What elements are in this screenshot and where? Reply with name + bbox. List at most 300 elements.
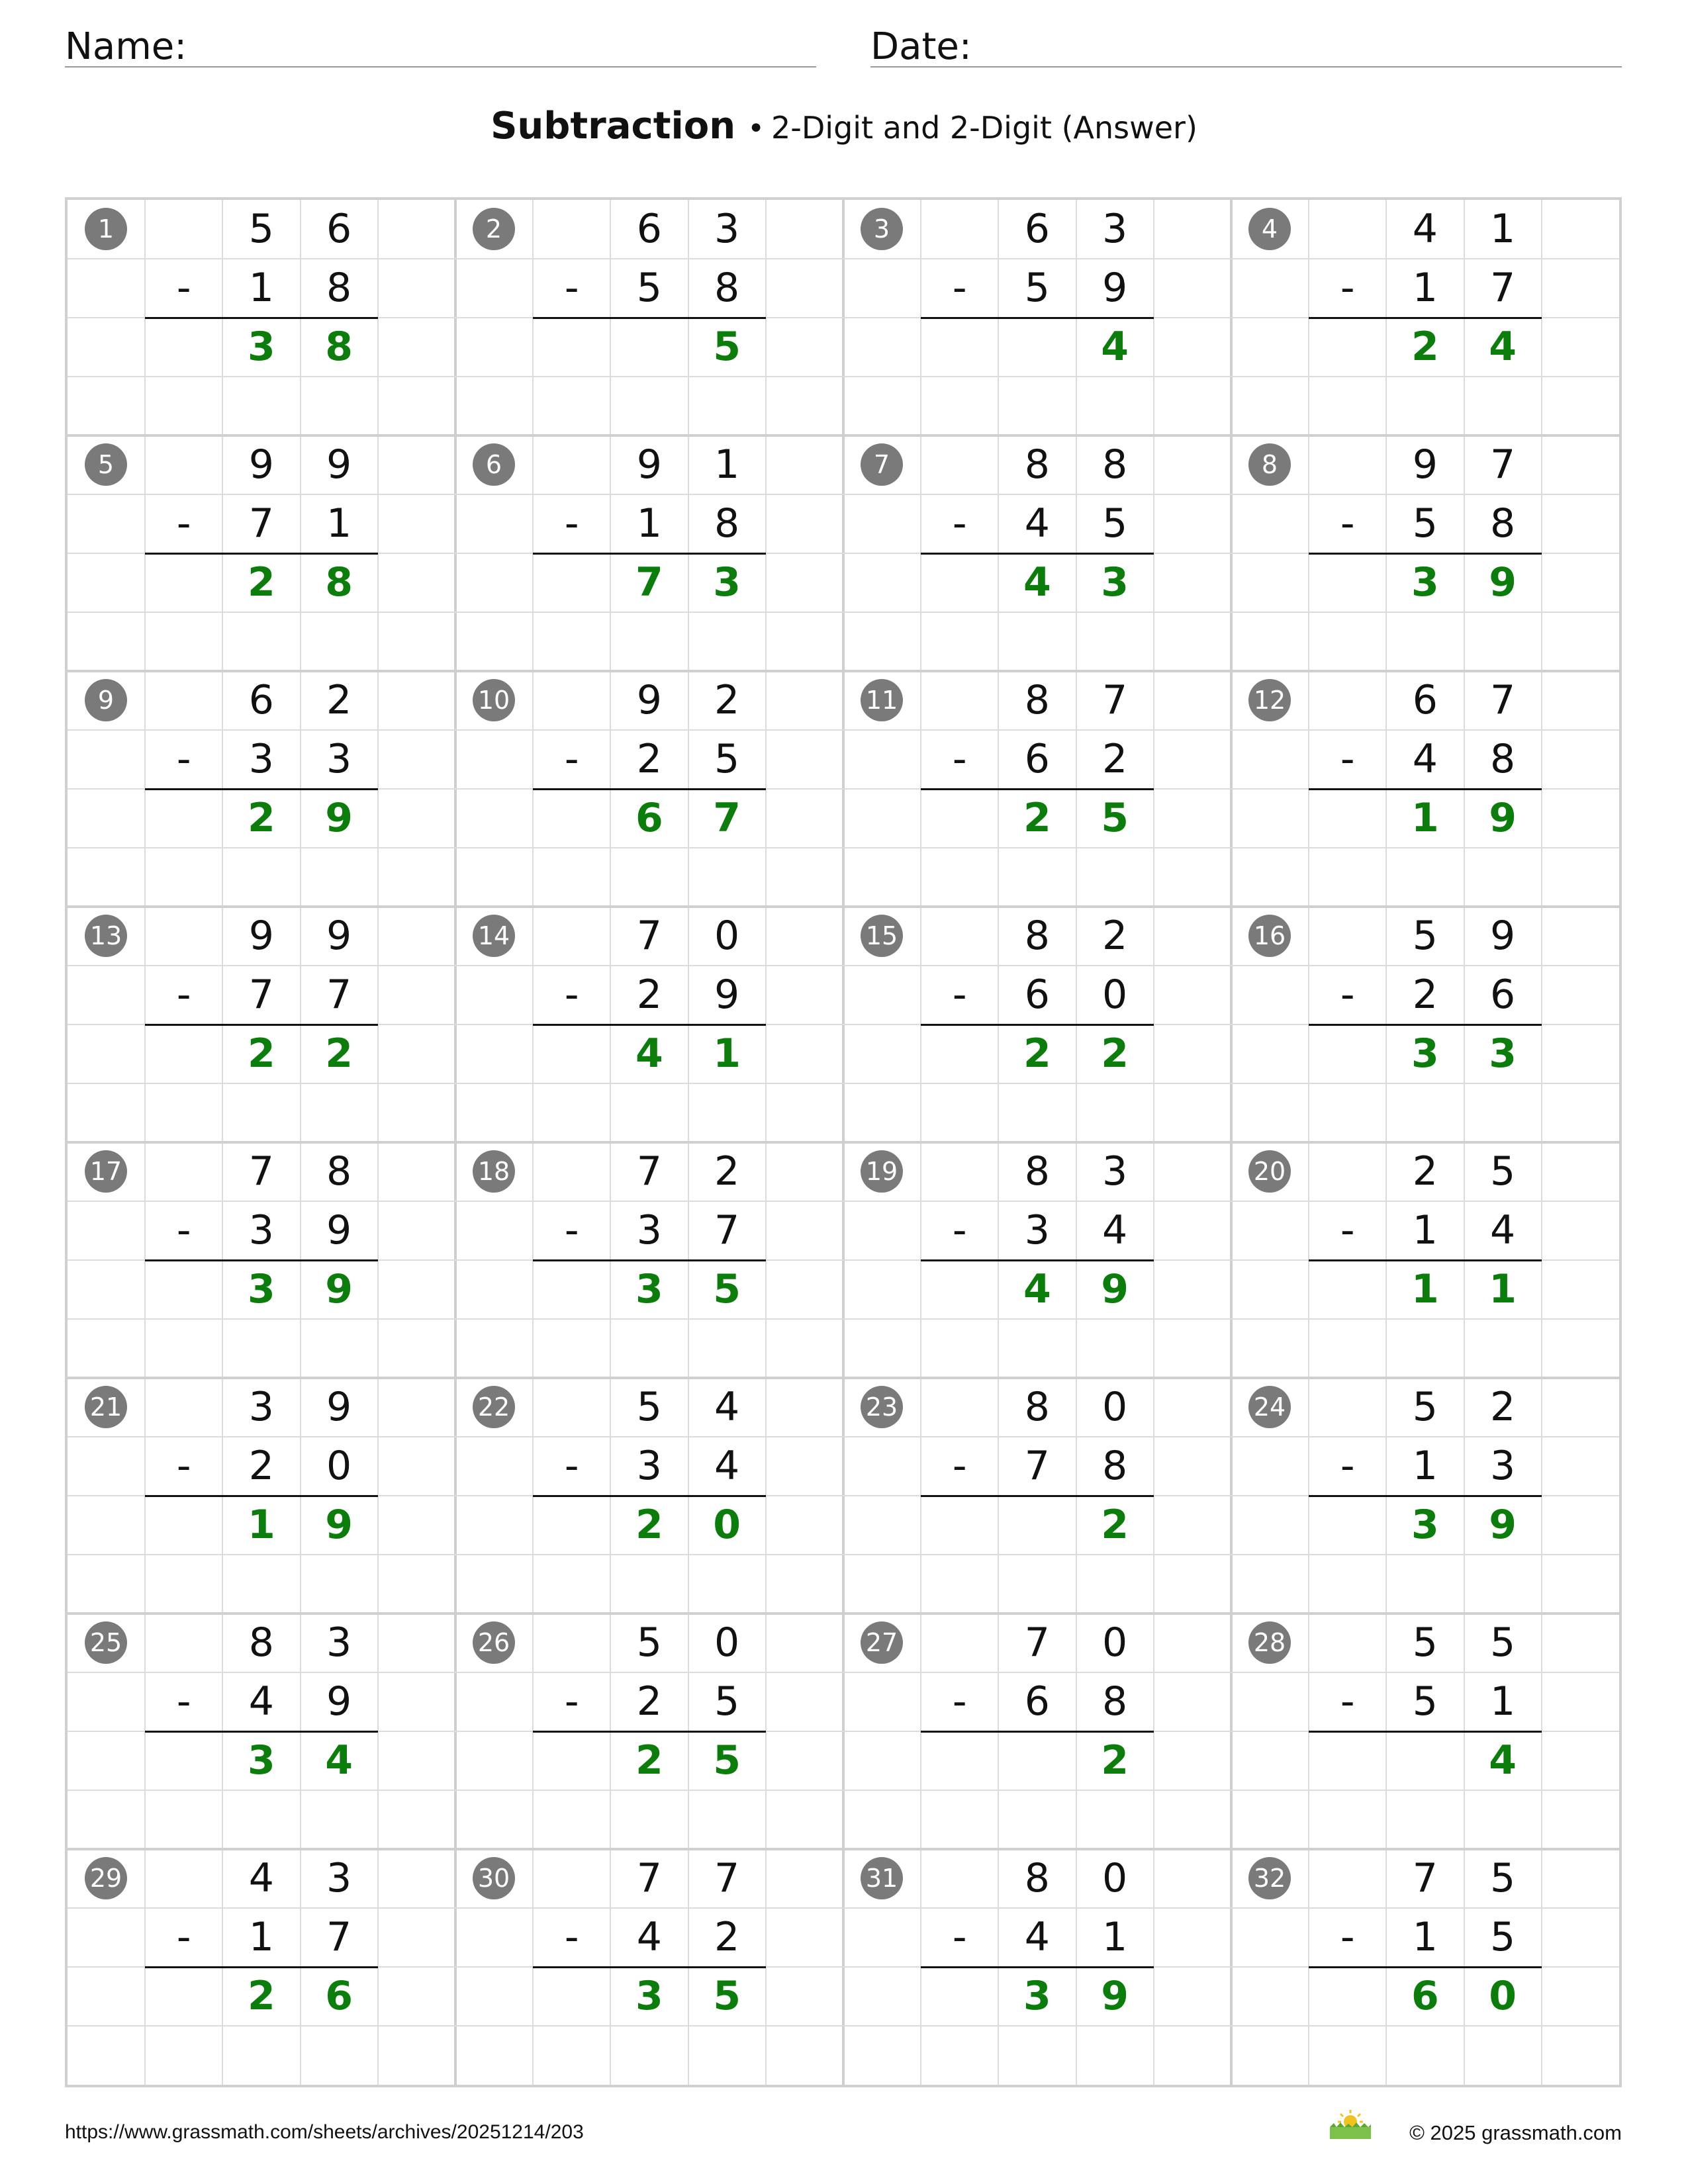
answer-ones-digit: 2 — [1101, 1502, 1129, 1548]
answer-ones-digit: 9 — [325, 795, 353, 841]
answer-rule-line — [921, 317, 1154, 319]
answer-ones-digit: 4 — [1489, 1737, 1517, 1784]
minuend-tens-digit: 7 — [1024, 1619, 1050, 1666]
minus-sign: - — [564, 1207, 579, 1253]
minus-sign: - — [176, 972, 191, 1018]
problem — [455, 435, 845, 672]
answer-rule-line — [533, 1259, 766, 1261]
subtrahend-tens-digit: 1 — [636, 500, 662, 547]
minuend-ones-digit: 5 — [1490, 1619, 1516, 1666]
date-label: Date: — [870, 25, 972, 68]
subtrahend-tens-digit: 5 — [636, 265, 662, 311]
title-main: Subtraction — [491, 105, 736, 148]
minuend-ones-digit: 3 — [1102, 1148, 1128, 1195]
answer-rule-line — [533, 788, 766, 790]
subtrahend-ones-digit: 6 — [1490, 972, 1516, 1018]
answer-tens-digit: 2 — [248, 1973, 275, 2019]
subtrahend-ones-digit: 8 — [1490, 500, 1516, 547]
answer-rule-line — [921, 1731, 1154, 1733]
subtrahend-ones-digit: 8 — [714, 265, 740, 311]
problem — [455, 1142, 845, 1379]
subtrahend-tens-digit: 3 — [248, 1207, 274, 1253]
minuend-ones-digit: 2 — [714, 1148, 740, 1195]
answer-ones-digit: 5 — [713, 1737, 741, 1784]
minuend-tens-digit: 9 — [248, 441, 274, 488]
subtrahend-tens-digit: 6 — [1024, 736, 1050, 782]
minuend-ones-digit: 0 — [1102, 1855, 1128, 1901]
minuend-ones-digit: 0 — [1102, 1384, 1128, 1430]
worksheet-title — [0, 105, 1688, 148]
problem-number-badge: 17 — [85, 1150, 127, 1193]
answer-ones-digit: 1 — [713, 1030, 741, 1077]
subtrahend-ones-digit: 3 — [326, 736, 352, 782]
answer-ones-digit: 2 — [325, 1030, 353, 1077]
minuend-tens-digit: 4 — [1412, 206, 1438, 252]
minuend-tens-digit: 9 — [636, 441, 662, 488]
subtrahend-tens-digit: 7 — [248, 500, 274, 547]
answer-rule-line — [921, 1495, 1154, 1497]
minuend-ones-digit: 0 — [1102, 1619, 1128, 1666]
subtrahend-tens-digit: 2 — [636, 972, 662, 1018]
answer-ones-digit: 3 — [713, 559, 741, 606]
subtrahend-tens-digit: 1 — [1412, 1207, 1438, 1253]
minuend-tens-digit: 6 — [1024, 206, 1050, 252]
answer-rule-line — [1309, 1966, 1542, 1968]
problem — [843, 1614, 1233, 1850]
minus-sign: - — [952, 972, 967, 1018]
subtrahend-tens-digit: 5 — [1412, 1678, 1438, 1725]
answer-ones-digit: 0 — [713, 1502, 741, 1548]
problem — [843, 1849, 1233, 2085]
minuend-ones-digit: 9 — [1490, 913, 1516, 959]
problem-number-badge: 5 — [85, 443, 127, 486]
answer-ones-digit: 8 — [325, 559, 353, 606]
title-separator: • — [747, 112, 765, 146]
subtrahend-tens-digit: 4 — [636, 1914, 662, 1960]
minuend-ones-digit: 8 — [326, 1148, 352, 1195]
subtrahend-tens-digit: 1 — [248, 1914, 274, 1960]
answer-tens-digit: 4 — [1023, 559, 1051, 606]
minuend-ones-digit: 9 — [326, 441, 352, 488]
answer-tens-digit: 1 — [248, 1502, 275, 1548]
problem-number-badge: 7 — [861, 443, 903, 486]
minuend-ones-digit: 3 — [326, 1855, 352, 1901]
subtrahend-tens-digit: 2 — [1412, 972, 1438, 1018]
subtrahend-ones-digit: 5 — [1102, 500, 1128, 547]
problem-number-badge: 26 — [473, 1621, 515, 1664]
minuend-tens-digit: 5 — [636, 1619, 662, 1666]
answer-ones-digit: 5 — [1101, 795, 1129, 841]
answer-tens-digit: 1 — [1411, 795, 1439, 841]
minus-sign: - — [1340, 265, 1355, 311]
subtrahend-ones-digit: 0 — [326, 1443, 352, 1489]
problem-number-badge: 23 — [861, 1386, 903, 1428]
minuend-ones-digit: 3 — [714, 206, 740, 252]
answer-ones-digit: 9 — [325, 1266, 353, 1312]
minuend-tens-digit: 9 — [248, 913, 274, 959]
answer-tens-digit: 2 — [635, 1737, 663, 1784]
minuend-tens-digit: 6 — [248, 677, 274, 723]
minuend-ones-digit: 1 — [1490, 206, 1516, 252]
subtrahend-tens-digit: 2 — [636, 1678, 662, 1725]
problem — [68, 1378, 457, 1614]
answer-ones-digit: 9 — [1489, 1502, 1517, 1548]
minuend-tens-digit: 8 — [1024, 441, 1050, 488]
subtrahend-tens-digit: 2 — [248, 1443, 274, 1489]
problem — [1231, 1849, 1620, 2085]
subtrahend-ones-digit: 1 — [1490, 1678, 1516, 1725]
answer-rule-line — [145, 1259, 378, 1261]
minus-sign: - — [176, 1207, 191, 1253]
subtrahend-ones-digit: 8 — [1102, 1678, 1128, 1725]
minuend-tens-digit: 8 — [1024, 1384, 1050, 1430]
minuend-ones-digit: 9 — [326, 913, 352, 959]
minuend-tens-digit: 8 — [1024, 1148, 1050, 1195]
minuend-tens-digit: 2 — [1412, 1148, 1438, 1195]
answer-ones-digit: 9 — [1101, 1266, 1129, 1312]
subtrahend-ones-digit: 4 — [1102, 1207, 1128, 1253]
answer-rule-line — [533, 1495, 766, 1497]
answer-rule-line — [145, 553, 378, 555]
subtrahend-ones-digit: 4 — [1490, 1207, 1516, 1253]
problem-number-badge: 12 — [1248, 679, 1291, 721]
minus-sign: - — [564, 500, 579, 547]
problem — [843, 1378, 1233, 1614]
subtrahend-ones-digit: 7 — [326, 972, 352, 1018]
answer-ones-digit: 8 — [325, 324, 353, 370]
answer-tens-digit: 1 — [1411, 1266, 1439, 1312]
problem-number-badge: 21 — [85, 1386, 127, 1428]
problem-number-badge: 14 — [473, 915, 515, 957]
problem — [68, 1849, 457, 2085]
minus-sign: - — [952, 1207, 967, 1253]
subtrahend-ones-digit: 7 — [1490, 265, 1516, 311]
minuend-ones-digit: 2 — [714, 677, 740, 723]
minuend-tens-digit: 8 — [248, 1619, 274, 1666]
answer-ones-digit: 9 — [1489, 795, 1517, 841]
answer-tens-digit: 3 — [1411, 1502, 1439, 1548]
subtrahend-ones-digit: 8 — [326, 265, 352, 311]
minuend-ones-digit: 6 — [326, 206, 352, 252]
answer-rule-line — [145, 317, 378, 319]
minuend-tens-digit: 3 — [248, 1384, 274, 1430]
subtrahend-tens-digit: 1 — [1412, 265, 1438, 311]
minuend-tens-digit: 7 — [1412, 1855, 1438, 1901]
answer-ones-digit: 3 — [1489, 1030, 1517, 1077]
footer-copyright: © 2025 grassmath.com — [1409, 2121, 1622, 2144]
problem — [68, 435, 457, 672]
answer-tens-digit: 3 — [248, 1266, 275, 1312]
subtrahend-ones-digit: 5 — [714, 736, 740, 782]
subtrahend-ones-digit: 9 — [326, 1207, 352, 1253]
answer-tens-digit: 2 — [1023, 795, 1051, 841]
answer-rule-line — [1309, 317, 1542, 319]
answer-rule-line — [145, 1731, 378, 1733]
problem-number-badge: 1 — [85, 208, 127, 250]
subtrahend-tens-digit: 6 — [1024, 1678, 1050, 1725]
answer-tens-digit: 6 — [635, 795, 663, 841]
answer-tens-digit: 2 — [1023, 1030, 1051, 1077]
problem-number-badge: 27 — [861, 1621, 903, 1664]
minuend-ones-digit: 8 — [1102, 441, 1128, 488]
answer-rule-line — [145, 1024, 378, 1026]
minuend-tens-digit: 7 — [248, 1148, 274, 1195]
minus-sign: - — [952, 500, 967, 547]
answer-tens-digit: 3 — [1411, 1030, 1439, 1077]
subtrahend-ones-digit: 2 — [1102, 736, 1128, 782]
problem — [455, 671, 845, 907]
minuend-tens-digit: 7 — [636, 913, 662, 959]
answer-tens-digit: 2 — [248, 559, 275, 606]
subtrahend-tens-digit: 1 — [1412, 1914, 1438, 1960]
answer-rule-line — [533, 553, 766, 555]
answer-rule-line — [145, 788, 378, 790]
answer-tens-digit: 2 — [248, 795, 275, 841]
problem — [843, 907, 1233, 1143]
minuend-tens-digit: 4 — [248, 1855, 274, 1901]
answer-tens-digit: 2 — [248, 1030, 275, 1077]
minuend-ones-digit: 5 — [1490, 1855, 1516, 1901]
minuend-ones-digit: 7 — [1490, 677, 1516, 723]
subtrahend-ones-digit: 2 — [714, 1914, 740, 1960]
problem — [455, 200, 845, 436]
answer-rule-line — [533, 1731, 766, 1733]
minuend-ones-digit: 7 — [714, 1855, 740, 1901]
answer-rule-line — [533, 1024, 766, 1026]
subtrahend-ones-digit: 0 — [1102, 972, 1128, 1018]
minus-sign: - — [1340, 1678, 1355, 1725]
minuend-tens-digit: 8 — [1024, 1855, 1050, 1901]
minus-sign: - — [176, 1914, 191, 1960]
minuend-tens-digit: 5 — [636, 1384, 662, 1430]
minuend-ones-digit: 4 — [714, 1384, 740, 1430]
minus-sign: - — [176, 1443, 191, 1489]
minus-sign: - — [176, 500, 191, 547]
grass-sun-logo-icon — [1327, 2106, 1374, 2142]
minus-sign: - — [564, 1443, 579, 1489]
problem-number-badge: 6 — [473, 443, 515, 486]
minus-sign: - — [564, 1914, 579, 1960]
problem-number-badge: 10 — [473, 679, 515, 721]
footer-url[interactable]: https://www.grassmath.com/sheets/archives/20251214/203 — [65, 2121, 584, 2143]
minuend-ones-digit: 1 — [714, 441, 740, 488]
problem — [1231, 1142, 1620, 1379]
minuend-tens-digit: 8 — [1024, 913, 1050, 959]
problem-number-badge: 29 — [85, 1857, 127, 1899]
subtrahend-tens-digit: 7 — [248, 972, 274, 1018]
answer-rule-line — [1309, 1024, 1542, 1026]
answer-ones-digit: 0 — [1489, 1973, 1517, 2019]
minuend-ones-digit: 0 — [714, 913, 740, 959]
answer-rule-line — [145, 1966, 378, 1968]
problem-number-badge: 8 — [1248, 443, 1291, 486]
title-subtitle: 2-Digit and 2-Digit (Answer) — [771, 110, 1197, 146]
problem — [68, 200, 457, 436]
problem-number-badge: 2 — [473, 208, 515, 250]
minus-sign: - — [1340, 1443, 1355, 1489]
problem-number-badge: 9 — [85, 679, 127, 721]
answer-rule-line — [921, 1259, 1154, 1261]
minuend-tens-digit: 6 — [1412, 677, 1438, 723]
answer-tens-digit: 3 — [635, 1973, 663, 2019]
subtrahend-ones-digit: 1 — [326, 500, 352, 547]
problem-number-badge: 20 — [1248, 1150, 1291, 1193]
answer-rule-line — [533, 317, 766, 319]
answer-ones-digit: 4 — [1489, 324, 1517, 370]
answer-rule-line — [1309, 1495, 1542, 1497]
answer-rule-line — [921, 788, 1154, 790]
problem — [1231, 1378, 1620, 1614]
minus-sign: - — [176, 265, 191, 311]
subtrahend-ones-digit: 8 — [714, 500, 740, 547]
minuend-tens-digit: 8 — [1024, 677, 1050, 723]
subtrahend-tens-digit: 1 — [1412, 1443, 1438, 1489]
answer-tens-digit: 4 — [1023, 1266, 1051, 1312]
name-field[interactable] — [65, 25, 816, 68]
minuend-tens-digit: 9 — [1412, 441, 1438, 488]
answer-tens-digit: 2 — [635, 1502, 663, 1548]
answer-rule-line — [921, 1966, 1154, 1968]
answer-rule-line — [1309, 553, 1542, 555]
minus-sign: - — [1340, 1914, 1355, 1960]
minus-sign: - — [176, 736, 191, 782]
name-label: Name: — [65, 25, 187, 68]
answer-rule-line — [533, 1966, 766, 1968]
problem-number-badge: 18 — [473, 1150, 515, 1193]
problem-grid — [65, 197, 1622, 2087]
subtrahend-ones-digit: 9 — [1102, 265, 1128, 311]
minuend-ones-digit: 3 — [1102, 206, 1128, 252]
problem — [455, 1614, 845, 1850]
minus-sign: - — [952, 1914, 967, 1960]
answer-rule-line — [1309, 788, 1542, 790]
answer-rule-line — [921, 553, 1154, 555]
problem — [1231, 907, 1620, 1143]
answer-ones-digit: 9 — [1489, 559, 1517, 606]
subtrahend-ones-digit: 5 — [1490, 1914, 1516, 1960]
subtrahend-tens-digit: 7 — [1024, 1443, 1050, 1489]
problem — [68, 1142, 457, 1379]
problem-number-badge: 32 — [1248, 1857, 1291, 1899]
subtrahend-tens-digit: 5 — [1024, 265, 1050, 311]
answer-rule-line — [1309, 1731, 1542, 1733]
problem-number-badge: 13 — [85, 915, 127, 957]
answer-ones-digit: 4 — [325, 1737, 353, 1784]
minuend-ones-digit: 2 — [1490, 1384, 1516, 1430]
minus-sign: - — [564, 1678, 579, 1725]
problem-number-badge: 28 — [1248, 1621, 1291, 1664]
minuend-tens-digit: 9 — [636, 677, 662, 723]
answer-ones-digit: 9 — [1101, 1973, 1129, 2019]
problem-number-badge: 24 — [1248, 1386, 1291, 1428]
answer-rule-line — [921, 1024, 1154, 1026]
subtrahend-ones-digit: 7 — [714, 1207, 740, 1253]
problem-number-badge: 11 — [861, 679, 903, 721]
minuend-ones-digit: 3 — [326, 1619, 352, 1666]
minus-sign: - — [176, 1678, 191, 1725]
subtrahend-ones-digit: 8 — [1102, 1443, 1128, 1489]
problem — [455, 1378, 845, 1614]
answer-ones-digit: 5 — [713, 1266, 741, 1312]
minus-sign: - — [564, 736, 579, 782]
problem — [1231, 671, 1620, 907]
minuend-ones-digit: 0 — [714, 1619, 740, 1666]
subtrahend-tens-digit: 2 — [636, 736, 662, 782]
subtrahend-ones-digit: 5 — [714, 1678, 740, 1725]
problem-number-badge: 3 — [861, 208, 903, 250]
problem-number-badge: 31 — [861, 1857, 903, 1899]
subtrahend-tens-digit: 4 — [1024, 1914, 1050, 1960]
answer-tens-digit: 2 — [1411, 324, 1439, 370]
answer-ones-digit: 6 — [325, 1973, 353, 2019]
answer-ones-digit: 2 — [1101, 1737, 1129, 1784]
minuend-ones-digit: 9 — [326, 1384, 352, 1430]
answer-tens-digit: 4 — [635, 1030, 663, 1077]
problem-number-badge: 19 — [861, 1150, 903, 1193]
minuend-ones-digit: 5 — [1490, 1148, 1516, 1195]
subtrahend-tens-digit: 5 — [1412, 500, 1438, 547]
date-field[interactable] — [870, 25, 1622, 68]
answer-tens-digit: 3 — [248, 324, 275, 370]
subtrahend-ones-digit: 4 — [714, 1443, 740, 1489]
answer-ones-digit: 4 — [1101, 324, 1129, 370]
problem — [1231, 200, 1620, 436]
minuend-tens-digit: 7 — [636, 1855, 662, 1901]
problem-number-badge: 25 — [85, 1621, 127, 1664]
answer-tens-digit: 3 — [1411, 559, 1439, 606]
answer-ones-digit: 3 — [1101, 559, 1129, 606]
answer-tens-digit: 7 — [635, 559, 663, 606]
minuend-tens-digit: 5 — [1412, 913, 1438, 959]
subtrahend-ones-digit: 9 — [326, 1678, 352, 1725]
minus-sign: - — [952, 265, 967, 311]
minus-sign: - — [952, 736, 967, 782]
answer-ones-digit: 7 — [713, 795, 741, 841]
problem-number-badge: 15 — [861, 915, 903, 957]
answer-tens-digit: 6 — [1411, 1973, 1439, 2019]
subtrahend-tens-digit: 6 — [1024, 972, 1050, 1018]
subtrahend-tens-digit: 4 — [1024, 500, 1050, 547]
problem — [455, 907, 845, 1143]
problem — [843, 671, 1233, 907]
subtrahend-tens-digit: 3 — [636, 1207, 662, 1253]
minuend-ones-digit: 2 — [1102, 913, 1128, 959]
problem-number-badge: 22 — [473, 1386, 515, 1428]
problem-number-badge: 4 — [1248, 208, 1291, 250]
minus-sign: - — [1340, 1207, 1355, 1253]
answer-rule-line — [1309, 1259, 1542, 1261]
answer-tens-digit: 3 — [1023, 1973, 1051, 2019]
problem — [843, 1142, 1233, 1379]
answer-ones-digit: 5 — [713, 324, 741, 370]
problem — [455, 1849, 845, 2085]
minus-sign: - — [952, 1443, 967, 1489]
problem — [68, 907, 457, 1143]
subtrahend-tens-digit: 3 — [1024, 1207, 1050, 1253]
minuend-tens-digit: 6 — [636, 206, 662, 252]
minus-sign: - — [1340, 736, 1355, 782]
minuend-ones-digit: 7 — [1102, 677, 1128, 723]
minuend-tens-digit: 5 — [248, 206, 274, 252]
subtrahend-ones-digit: 3 — [1490, 1443, 1516, 1489]
problem — [1231, 435, 1620, 672]
subtrahend-tens-digit: 4 — [248, 1678, 274, 1725]
answer-ones-digit: 9 — [325, 1502, 353, 1548]
minuend-tens-digit: 5 — [1412, 1619, 1438, 1666]
answer-ones-digit: 2 — [1101, 1030, 1129, 1077]
minuend-ones-digit: 7 — [1490, 441, 1516, 488]
problem — [68, 1614, 457, 1850]
